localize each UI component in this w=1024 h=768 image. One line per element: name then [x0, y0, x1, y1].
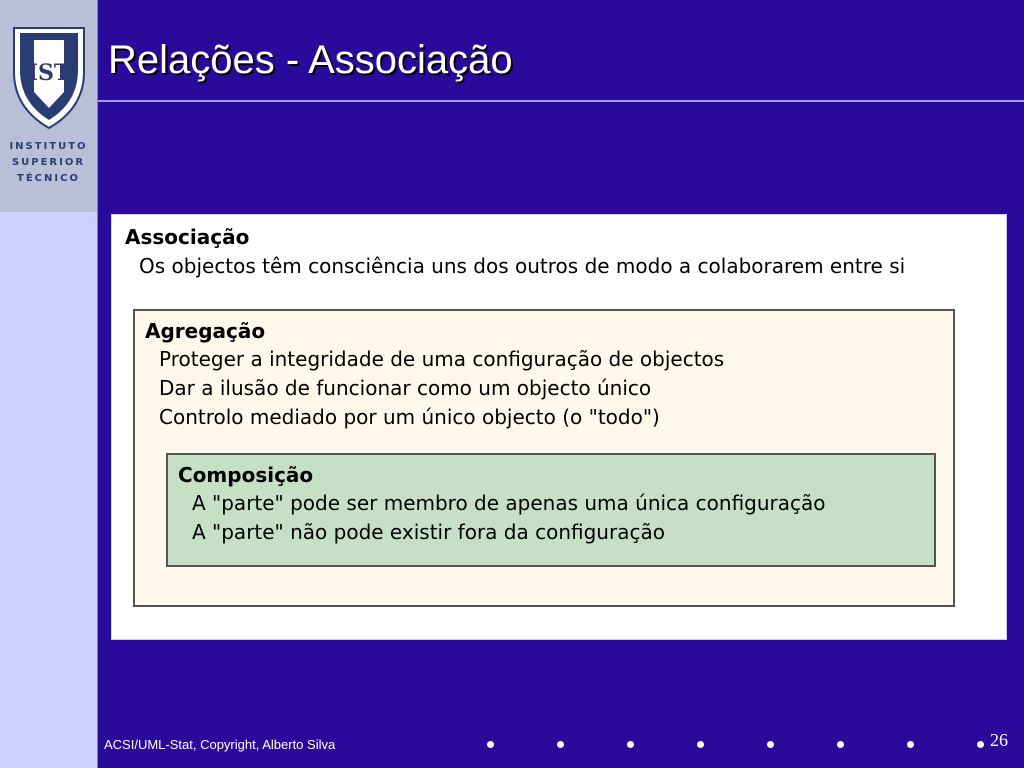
composicao-heading: Composição	[178, 463, 314, 487]
ist-shield-icon	[0, 0, 97, 135]
slide-title: Relações - Associação	[108, 38, 513, 82]
agregacao-line-3: Controlo mediado por um único objecto (o "todo")	[159, 405, 660, 429]
agregacao-line-1: Proteger a integridade de uma configuração de objectos	[159, 347, 725, 371]
footer-bullet-icon	[977, 741, 984, 748]
footer-bullet-icon	[487, 741, 494, 748]
logo-line-2: SUPERIOR	[11, 157, 86, 168]
page-number: 26	[990, 730, 1008, 750]
footer-copyright: ACSI/UML-Stat, Copyright, Alberto Silva	[104, 737, 336, 752]
footer-bullet-icon	[627, 741, 634, 748]
sidebar	[0, 0, 98, 768]
agregacao-box	[133, 309, 955, 607]
logo-line-1: INSTITUTO	[9, 141, 88, 152]
composicao-box	[166, 453, 936, 567]
associacao-line-1: Os objectos têm consciência uns dos outros de modo a colaborarem entre si	[139, 254, 906, 278]
footer-bullet-icon	[557, 741, 564, 748]
agregacao-heading: Agregação	[145, 319, 266, 343]
logo-mark: IST	[27, 60, 71, 86]
associacao-heading: Associação	[125, 225, 250, 249]
footer-bullet-icon	[837, 741, 844, 748]
footer-bullet-icon	[697, 741, 704, 748]
composicao-line-2: A "parte" não pode existir fora da configuração	[192, 520, 665, 544]
association-diagram	[111, 214, 1007, 640]
logo-line-3: TÉCNICO	[17, 173, 80, 184]
footer-bullet-icon	[767, 741, 774, 748]
ist-logo	[0, 0, 97, 212]
agregacao-line-2: Dar a ilusão de funcionar como um objecto único	[159, 376, 652, 400]
title-divider	[98, 100, 1024, 102]
composicao-line-1: A "parte" pode ser membro de apenas uma única configuração	[192, 491, 826, 515]
footer-bullet-icon	[907, 741, 914, 748]
